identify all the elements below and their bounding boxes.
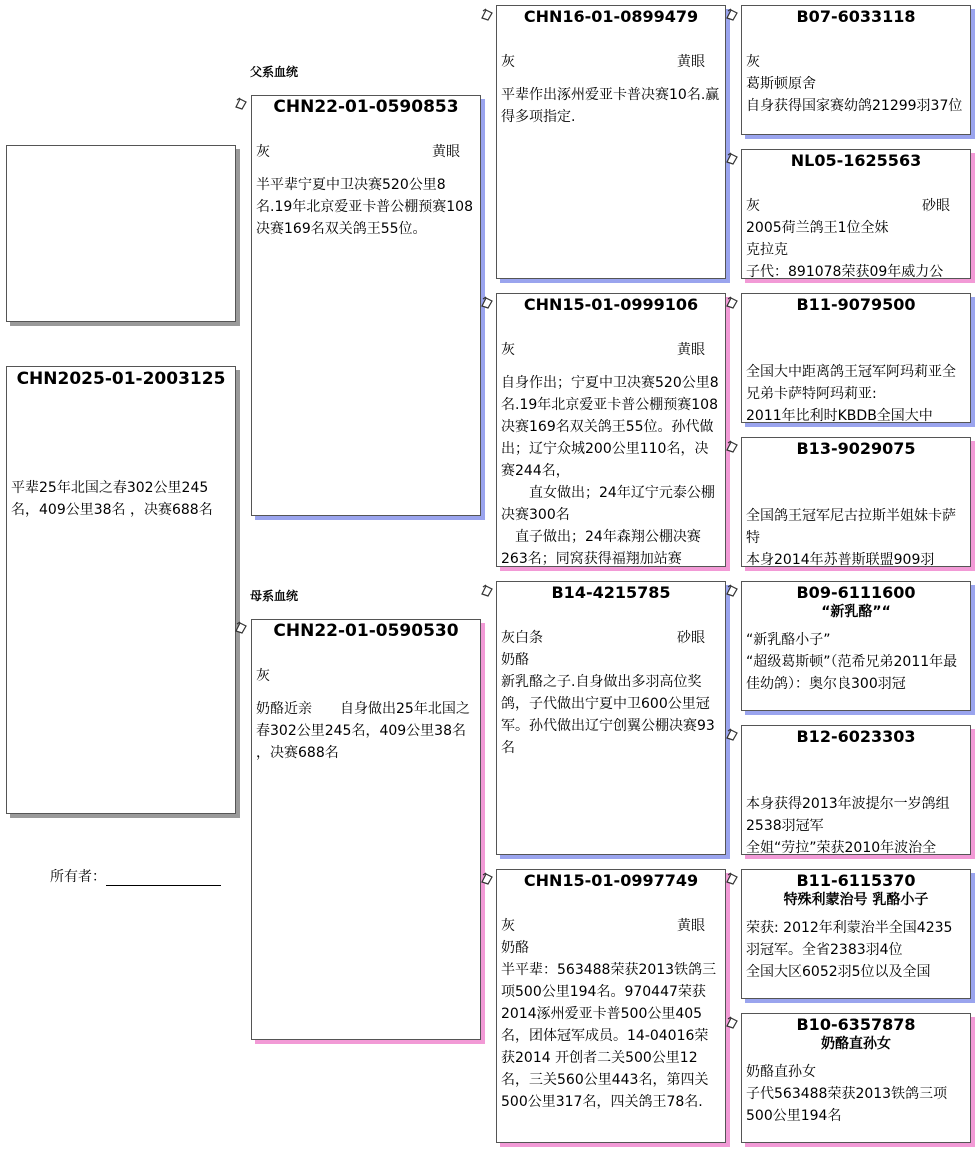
- dsd-ring-number: B12-6023303: [796, 727, 916, 746]
- dam-sire-card: [496, 581, 726, 855]
- dam-sire-eye: 砂眼: [677, 630, 705, 646]
- dam-card: [251, 619, 481, 1040]
- ring-icon: [725, 151, 739, 165]
- ring-icon: [725, 295, 739, 309]
- ddd-ring-number: B10-6357878: [796, 1015, 916, 1034]
- sire-dam-color: 灰: [501, 342, 515, 358]
- ring-icon: [725, 439, 739, 453]
- dss-description: “新乳酪小子” “超级葛斯顿”（范希兄弟2011年最佳幼鸽）：奥尔良300羽冠: [746, 632, 958, 692]
- dam-ring-number: CHN22-01-0590530: [273, 621, 459, 641]
- dsd-description: 本身获得2013年波提尔一岁鸽组2538羽冠军 全姐“劳拉”荣获2010年波治全: [746, 796, 950, 855]
- dam-dam-strain: 奶酪: [501, 940, 529, 956]
- subject-description: 平辈25年北国之春302公里245名，409公里38名 ，决赛688名: [11, 480, 213, 518]
- dds-description: 荣获: 2012年利蒙治半全国4235羽冠军。全省2383羽4位 全国大区6052羽5位以及全国: [746, 920, 953, 980]
- dam-line-label: 母系血统: [250, 589, 299, 603]
- sds-card: [741, 293, 971, 423]
- sire-line-label: 父系血统: [250, 65, 299, 79]
- ddd-nickname: 奶酪直孙女: [821, 1036, 891, 1052]
- sire-dam-eye: 黄眼: [677, 342, 705, 358]
- sdd-description: 全国鸽王冠军尼古拉斯半姐妹卡萨特 本身2014年苏普斯联盟909羽: [746, 508, 956, 567]
- ring-icon: [480, 7, 494, 21]
- dss-card: [741, 581, 971, 711]
- dam-dam-description: 半平辈：563488荣获2013铁鸽三项500公里194名。970447荣获2014涿州爱亚卡普500公里405名，团体冠军成员。14-04016荣获2014 开创者二关500公里12名，三关560公里443名，第四关500公里317名，四关鸽王78名.: [501, 962, 717, 1110]
- dam-dam-eye: 黄眼: [677, 918, 705, 934]
- photo-box: [6, 145, 236, 322]
- subject-card: [6, 366, 236, 814]
- dam-sire-ring-number: B14-4215785: [551, 583, 671, 602]
- ring-icon: [725, 871, 739, 885]
- ssd-description: 2005荷兰鸽王1位全妹 克拉克 子代：891078荣获09年威力公: [746, 220, 944, 279]
- dss-nickname: “新乳酪”“: [821, 604, 891, 620]
- ring-icon: [234, 620, 248, 634]
- sire-dam-ring-number: CHN15-01-0999106: [523, 295, 699, 314]
- ddd-description: 奶酪直孙女 子代563488荣获2013铁鸽三项500公里194名: [746, 1064, 948, 1124]
- sds-ring-number: B11-9079500: [796, 295, 916, 314]
- sire-description: 半平辈宁夏中卫决赛520公里8名.19年北京爱亚卡普公棚预赛108决赛169名双关鸽王55位。: [256, 177, 473, 237]
- ring-icon: [725, 7, 739, 21]
- sire-sire-description: 平辈作出涿州爱亚卡普决赛10名.赢得多项指定.: [501, 87, 720, 125]
- dam-dam-color: 灰: [501, 918, 515, 934]
- dam-sire-color: 灰白条: [501, 630, 543, 646]
- sire-sire-ring-number: CHN16-01-0899479: [523, 7, 699, 26]
- sss-card: [741, 5, 971, 135]
- owner-blank-line[interactable]: [106, 871, 221, 886]
- ring-icon: [480, 871, 494, 885]
- ring-icon: [480, 295, 494, 309]
- ssd-color: 灰: [746, 198, 760, 214]
- ring-icon: [725, 727, 739, 741]
- ssd-eye: 砂眼: [922, 198, 950, 214]
- sire-sire-color: 灰: [501, 54, 515, 70]
- owner-field: [50, 866, 221, 886]
- dam-sire-strain: 奶酪: [501, 652, 529, 668]
- ssd-card: [741, 149, 971, 279]
- dss-ring-number: B09-6111600: [796, 583, 916, 602]
- sire-dam-card: [496, 293, 726, 567]
- dds-ring-number: B11-6115370: [796, 871, 916, 890]
- sire-eye: 黄眼: [432, 144, 460, 160]
- sire-sire-card: [496, 5, 726, 279]
- sss-description: 葛斯顿原舍 自身获得国家赛幼鸽21299羽37位: [746, 76, 963, 114]
- sire-card: [251, 95, 481, 516]
- dam-description: 奶酪近亲 自身做出25年北国之春302公里245名，409公里38名 ，决赛688名: [256, 701, 470, 761]
- ring-icon: [725, 583, 739, 597]
- owner-label: 所有者：: [50, 869, 106, 885]
- sire-dam-description: 自身作出；宁夏中卫决赛520公里8名.19年北京爱亚卡普公棚预赛108决赛169名双关鸽王55位。孙代做出；辽宁众城200公里110名，决赛244名， 直女做出；24年辽宁元泰公棚决赛300名 直子做出；24年森翔公棚决赛263名；同窝获得福翔加站赛: [501, 375, 719, 567]
- ssd-ring-number: NL05-1625563: [790, 151, 922, 170]
- sdd-ring-number: B13-9029075: [796, 439, 916, 458]
- sss-ring-number: B07-6033118: [796, 7, 916, 26]
- sds-description: 全国大中距离鸽王冠军阿玛莉亚全兄弟卡萨特阿玛莉亚: 2011年比利时KBDB全国大中: [746, 364, 956, 423]
- dds-nickname: 特殊利蒙治号 乳酪小子: [783, 892, 929, 908]
- subject-ring-number: CHN2025-01-2003125: [16, 369, 226, 389]
- dds-card: [741, 869, 971, 999]
- dam-dam-card: [496, 869, 726, 1143]
- sire-color: 灰: [256, 144, 270, 160]
- dam-color: 灰: [256, 668, 270, 684]
- dsd-card: [741, 725, 971, 855]
- sire-sire-eye: 黄眼: [677, 54, 705, 70]
- ddd-card: [741, 1013, 971, 1143]
- sdd-card: [741, 437, 971, 567]
- ring-icon: [234, 96, 248, 110]
- sss-color: 灰: [746, 54, 760, 70]
- sire-ring-number: CHN22-01-0590853: [273, 97, 459, 117]
- dam-sire-description: 新乳酪之子.自身做出多羽高位奖鸽，子代做出宁夏中卫600公里冠军。孙代做出辽宁创翼公棚决赛93名: [501, 674, 715, 756]
- dam-dam-ring-number: CHN15-01-0997749: [523, 871, 699, 890]
- ring-icon: [725, 1015, 739, 1029]
- ring-icon: [480, 583, 494, 597]
